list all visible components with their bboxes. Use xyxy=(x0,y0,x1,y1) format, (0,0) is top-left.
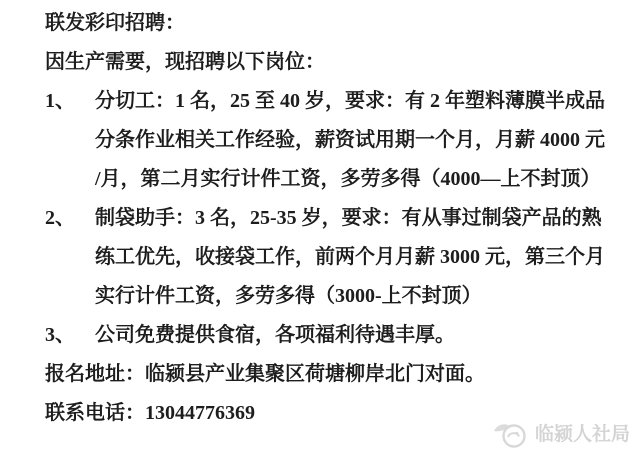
list-item-2 xyxy=(45,199,640,316)
item-number: 2、 xyxy=(45,207,75,229)
item-line: 分切工：1 名，25 至 40 岁，要求：有 2 年塑料薄膜半成品 xyxy=(95,90,605,112)
watermark-label: 临颍人社局 xyxy=(534,424,630,445)
item-number: 1、 xyxy=(45,90,75,112)
list-item-3 xyxy=(45,316,640,355)
address-line: 报名地址：临颍县产业集聚区荷塘柳岸北门对面。 xyxy=(45,363,485,385)
item-line: 公司免费提供食宿，各项福利待遇丰厚。 xyxy=(95,324,455,346)
notice-title: 联发彩印招聘： xyxy=(45,12,185,34)
item-number: 3、 xyxy=(45,324,75,346)
notice-intro: 因生产需要，现招聘以下岗位： xyxy=(45,51,325,73)
item-line: 分条作业相关工作经验，薪资试用期一个月，月薪 4000 元 xyxy=(95,129,605,151)
item-line: /月，第二月实行计件工资，多劳多得（4000—上不封顶） xyxy=(95,168,601,190)
item-body xyxy=(95,316,640,355)
item-line: 实行计件工资，多劳多得（3000-上不封顶） xyxy=(95,285,482,307)
item-line: 制袋助手：3 名，25-35 岁，要求：有从事过制袋产品的熟 xyxy=(95,207,602,229)
item-line: 练工优先，收接袋工作，前两个月月薪 3000 元，第三个月 xyxy=(95,246,605,268)
list-item-1 xyxy=(45,82,640,199)
phone-line: 联系电话：13044776369 xyxy=(45,402,255,424)
item-body xyxy=(95,82,640,199)
watermark xyxy=(490,419,630,451)
org-logo-icon xyxy=(490,419,530,451)
item-body xyxy=(95,199,640,316)
